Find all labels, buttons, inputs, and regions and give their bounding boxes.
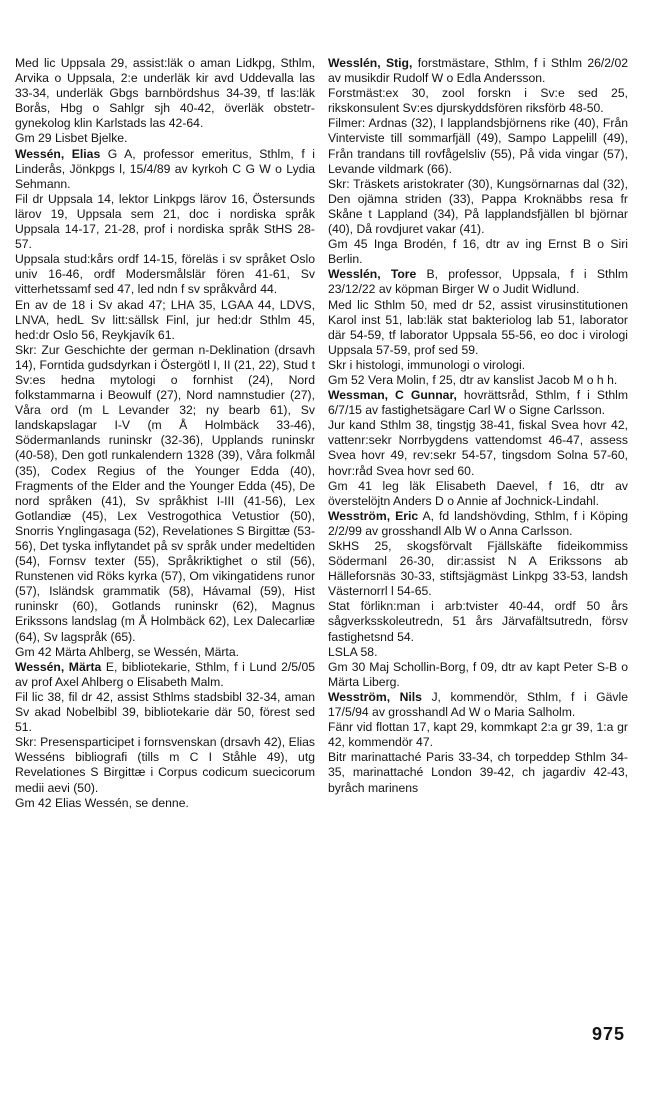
right-paragraph — [328, 750, 628, 795]
entry-text: Gm 30 Maj Schollin-Borg, f 09, dtr av kapt Peter S-B o Märta Liberg. — [328, 659, 628, 689]
left-paragraph — [15, 796, 315, 811]
right-paragraph — [328, 358, 628, 373]
right-paragraph — [328, 479, 628, 509]
right-paragraph — [328, 177, 628, 237]
left-paragraph — [15, 56, 315, 131]
entry-text: Skr: Träskets aristokrater (30), Kungsörnarnas dal (32), Den ojämna striden (33), Pappa Kroknäbbs resa fr Skåne t Lappland (34), På lapplandsfjällen bl björnar (40), Då rovdjuret vakar (41). — [328, 176, 628, 237]
entry-text: Fil lic 38, fil dr 42, assist Sthlms stadsbibl 32-34, aman Sv akad Nobelbibl 39, bibliotekarie där 50, förest sed 51. — [15, 689, 315, 735]
entry-text: En av de 18 i Sv akad 47; LHA 35, LGAA 44, LDVS, LNVA, hedL Sv litt:sällsk Finl, jur hed:dr Sthlm 45, hed:dr Oslo 56, Reykjavík 61. — [15, 297, 315, 342]
right-paragraph — [328, 599, 628, 644]
left-paragraph — [15, 690, 315, 735]
right-paragraph — [328, 86, 628, 116]
entry-name: Wessén, Elias — [15, 146, 101, 161]
entry-text: J, kommendör, Sthlm, f i Gävle 17/5/94 av grosshandl Ad W o Maria Salholm. — [328, 689, 629, 720]
entry-text: Uppsala stud:kårs ordf 14-15, föreläs i sv språket Oslo univ 16-46, ordf Modersmålslär fören 41-61, Sv vitterhetssamf sed 47, led ndn f sv språkvård 44. — [15, 252, 315, 297]
right-paragraph — [328, 298, 628, 358]
entry-text: Med lic Uppsala 29, assist:läk o aman Lidkpg, Sthlm, Arvika o Uppsala, 2:e underläk kir avd Uddevalla las 33-34, underläk Gbgs barnbördshus 34-39, tf las:läk Borås, Hbg o Sahlgr sjh 40-42, överläk obstetr-gynekolog klin Karlstads las 42-64. — [15, 56, 315, 131]
page-number: 975 — [592, 1024, 626, 1044]
right-paragraph — [328, 116, 628, 176]
left-paragraph — [15, 298, 315, 343]
left-paragraph — [15, 131, 315, 146]
entry-name: Wesström, Eric — [328, 508, 419, 523]
right-paragraph — [328, 373, 628, 388]
right-column — [328, 56, 628, 796]
right-paragraph — [328, 660, 628, 690]
entry-text: LSLA 58. — [328, 644, 378, 659]
left-paragraph — [15, 645, 315, 660]
entry-text: hovrättsråd, Sthlm, f i Sthlm 6/7/15 av fastighetsägare Carl W o Signe Carlsson. — [328, 388, 629, 418]
entry-text: Med lic Sthlm 50, med dr 52, assist virusinstitutionen Karol inst 51, lab:läk stat bakteriolog lab 51, laborator där 54-59, tf laborator Uppsala 55-56, eo doc i virologi Uppsala 57-59, prof sed 59. — [328, 297, 628, 357]
entry-text: Bitr marinattaché Paris 33-34, ch torpeddep Sthlm 34-35, marinattaché London 39-42, ch jagardiv 42-43, byråch marinens — [328, 750, 628, 795]
right-paragraph — [328, 267, 628, 297]
entry-text: A, fd landshövding, Sthlm, f i Köping 2/2/99 av grosshandl Alb W o Anna Carlsson. — [328, 508, 628, 538]
left-column — [15, 56, 315, 811]
entry-text: Skr: Zur Geschichte der german n-Deklination (drsavh 14), Forntida gudsdyrkan i Östergötl I, II (21, 22), Stud t Sv:es hedna mytologi o fornhist (24), Nord folkstammarna i Beowulf (27), Nord namnstudier (27), Våra ord (m L Levander 32; ny bearb 61), Sv landskapslagar I-V (m Å Holmbäck 33-46), Södermanlands runinskr (32-36), Upplands runinskr (40-58), Den gotl runkalendern 1328 (39), Våra folkmål (35), Codex Regius of the Younger Edda (40), Fragments of the Elder and the Younger Edda (45), De nord språken (41), Sv språkhist I-III (41-56), Lex Gotlandiæ (45), Lex Vestrogothica Vetustior (50), Snorris Ynglingasaga (52), Revelationes S Birgittæ (53-56), Det tyska inflytandet på sv språk under medeltiden (54), Fornsv texter (55), Språkriktighet o stil (56), Runstenen vid Röks kyrka (57), Om vikingatidens runor (57), Isländsk grammatik (58), Hávamal (59), Hist runinskr (60), Gotlands runinskr (62), Magnus Erikssons landslag (m Å Holmbäck 62), Lex Dalecarliæ (64), Sv lagspråk (65). — [15, 342, 315, 644]
entry-text: Jur kand Sthlm 38, tingstjg 38-41, fiskal Svea hovr 42, vattenr:sekr Norrbygdens vattendomst 46-47, assess Svea hovr 49, rev:sekr 54-57, tingsdom Solna 57-60, hovr:råd Svea hovr sed 60. — [328, 418, 628, 478]
entry-text: Skr i histologi, immunologi o virologi. — [328, 357, 526, 372]
right-paragraph — [328, 720, 628, 750]
right-paragraph — [328, 418, 628, 478]
right-paragraph — [328, 539, 628, 599]
right-paragraph — [328, 690, 628, 720]
entry-text: G A, professor emeritus, Sthlm, f i Linderås, Jönkpgs l, 15/4/89 av kyrkoh C G W o Lydia Sehmann. — [15, 146, 315, 191]
left-paragraph — [15, 192, 315, 252]
entry-text: Gm 45 Inga Brodén, f 16, dtr av ing Ernst B o Siri Berlin. — [328, 237, 628, 267]
left-paragraph — [15, 660, 315, 690]
entry-text: Fänr vid flottan 17, kapt 29, kommkapt 2:a gr 39, 1:a gr 42, kommendör 47. — [328, 720, 628, 750]
entry-text: Stat förlikn:man i arb:tvister 40-44, ordf 50 års sågverksskoleutredn, 51 års Järvafältsutredn, försv fastighetsnd 54. — [328, 599, 628, 644]
left-paragraph — [15, 147, 315, 192]
right-paragraph — [328, 237, 628, 267]
right-paragraph — [328, 56, 628, 86]
entry-text: Fil dr Uppsala 14, lektor Linkpgs lärov 16, Östersunds lärov 19, Uppsala sem 21, doc i nordiska språk Uppsala 14-17, 21-28, prof i nordiska språk StHS 28-57. — [15, 191, 315, 252]
entry-text: SkHS 25, skogsförvalt Fjällskäfte fideikommiss Södermanl 26-30, dir:assist N A Erikssons ab Hälleforsnäs 30-33, stiftsjägmäst Linkpg 33-53, landsh Västernorrl l 54-65. — [328, 539, 628, 599]
left-paragraph — [15, 343, 315, 645]
left-paragraph — [15, 735, 315, 795]
entry-name: Wessman, C Gunnar, — [328, 388, 457, 403]
entry-name: Wesslén, Stig, — [328, 56, 413, 70]
entry-text: Forstmäst:ex 30, zool forskn i Sv:e sed 25, rikskonsulent Sv:es djurskyddsfören riksförb 48-50. — [328, 86, 628, 116]
right-paragraph — [328, 645, 628, 660]
right-paragraph — [328, 509, 628, 539]
entry-text: Gm 52 Vera Molin, f 25, dtr av kanslist Jacob M o h h. — [328, 372, 618, 387]
entry-text: Gm 42 Märta Ahlberg, se Wessén, Märta. — [15, 644, 239, 659]
entry-name: Wesström, Nils — [328, 689, 422, 704]
entry-text: Gm 41 leg läk Elisabeth Daevel, f 16, dtr av överstelöjtn Anders D o Annie af Jochnick-Lindahl. — [328, 478, 628, 508]
entry-text: Gm 29 Lisbet Bjelke. — [15, 131, 128, 146]
entry-text: forstmästare, Sthlm, f i Sthlm 26/2/02 av musikdir Rudolf W o Edla Andersson. — [328, 56, 628, 86]
entry-text: Gm 42 Elias Wessén, se denne. — [15, 795, 189, 810]
entry-text: E, bibliotekarie, Sthlm, f i Lund 2/5/05 av prof Axel Ahlberg o Elisabeth Malm. — [15, 659, 315, 689]
left-paragraph — [15, 252, 315, 297]
right-paragraph — [328, 388, 628, 418]
entry-text: Filmer: Ardnas (32), I lapplandsbjörnens rike (40), Från Vinterviste till sommarfjäll (49), Sampo Lappelill (49), Från trandans till rovfågelsliv (55), På vida vingar (57), Levande vildmark (66). — [328, 116, 628, 176]
entry-name: Wesslén, Tore — [328, 267, 417, 282]
entry-name: Wessén, Märta — [15, 659, 102, 674]
entry-text: Skr: Presensparticipet i fornsvenskan (drsavh 42), Elias Wesséns bibliografi (tills m C I Ståhle 49), utg Revelationes S Birgittæ i Corpus codicum suecicorum medii aevi (50). — [15, 735, 315, 795]
entry-text: B, professor, Uppsala, f i Sthlm 23/12/22 av köpman Birger W o Judit Widlund. — [328, 267, 628, 297]
